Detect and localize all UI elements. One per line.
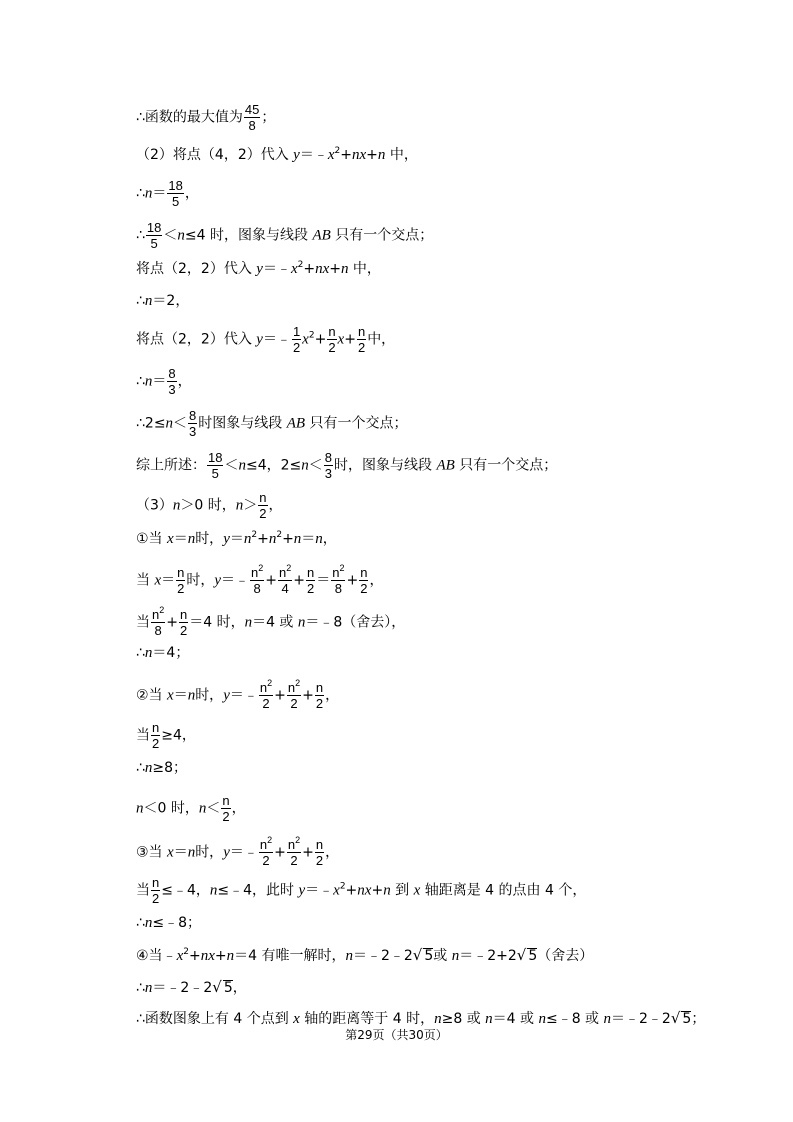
line-19: n＜0 时，n＜ $\frac{n}{2}$ ， xyxy=(136,793,246,824)
line-4: ∴ $\frac{18}{5}$ ＜n≤4 时，图象与线段 AB 只有一个交点； xyxy=(136,220,434,251)
line-22: ∴n≤﹣8； xyxy=(136,915,202,931)
line-13: 当 x＝ $\frac{n}{2}$ 时，y＝﹣ $\frac{n^2}{8}$ + $\frac{n^2}{4}$ + $\frac{n}{2}$ ＝ $\frac{n^2}{8}$ + $\frac{n}{2}$ ， xyxy=(136,563,384,596)
line-2: （2）将点（4，2）代入 $y=﹣x^2+nx+n$ 中， xyxy=(136,146,418,163)
line-14: 当 $\frac{n^2}{8}$ + $\frac{n}{2}$ ＝4 时，n＝4 或 n＝﹣8（舍去）， xyxy=(136,605,406,638)
line-1: ∴函数的最大值为 $\frac{45}{8}$ ； xyxy=(136,102,276,133)
page-footer: 第29页（共30页） xyxy=(345,1028,448,1042)
line-3: ∴n＝ $\frac{18}{5}$ ， xyxy=(136,178,199,209)
line-7: 将点（2，2）代入 y＝﹣ $\frac{1}{2}$ $x^2+$ $\frac{n}{2}$ x+ $\frac{n}{2}$ 中， xyxy=(136,324,396,355)
line-10: 综上所述： $\frac{18}{5}$ ＜n≤4，2≤n＜ $\frac{8}{3}$ 时，图象与线段 AB 只有一个交点； xyxy=(136,450,558,481)
line-11: （3）n＞0 时，n＞ $\frac{n}{2}$ ， xyxy=(136,490,283,521)
line-20: ③当 x＝n时，y＝﹣ $\frac{n^2}{2}$ + $\frac{n^2}{2}$ + $\frac{n}{2}$ ， xyxy=(136,835,340,868)
line-15: ∴n＝4； xyxy=(136,645,190,661)
line-25: ∴函数图象上有 4 个点到 x 轴的距离等于 4 时，n≥8 或 n＝4 或 n≤﹣8 或 n＝﹣2﹣2√ 5； xyxy=(136,1009,706,1027)
line-23: ④当$﹣x^2+nx+n=4$ 有唯一解时，n＝﹣2﹣2√ 5或 n＝﹣2+2√ 5（舍去） xyxy=(136,946,594,964)
line-21: 当 $\frac{n}{2}$ ≤﹣4，n≤﹣4，此时 $y=﹣x^2+nx+n$ 到 x 轴距离是 4 的点由 4 个， xyxy=(136,875,587,906)
line-18: ∴n≥8； xyxy=(136,760,188,776)
line-24: ∴n＝﹣2﹣2√ 5， xyxy=(136,978,247,996)
line-6: ∴n＝2， xyxy=(136,293,190,309)
line-17: 当 $\frac{n}{2}$ ≥4， xyxy=(136,720,196,751)
line-12: ①当 x＝n时，$y=n^2+n^2+n=n$， xyxy=(136,530,337,547)
fraction: $\frac{45}{8}$ xyxy=(244,102,260,133)
line-9: ∴2≤n＜ $\frac{8}{3}$ 时图象与线段 AB 只有一个交点； xyxy=(136,408,408,439)
line-16: ②当 x＝n时，y＝﹣ $\frac{n^2}{2}$ + $\frac{n^2}{2}$ + $\frac{n}{2}$ ， xyxy=(136,678,340,711)
line-8: ∴n＝ $\frac{8}{3}$ ， xyxy=(136,366,192,397)
line-5: 将点（2，2）代入 $y=﹣x^2+nx+n$ 中， xyxy=(136,260,381,277)
